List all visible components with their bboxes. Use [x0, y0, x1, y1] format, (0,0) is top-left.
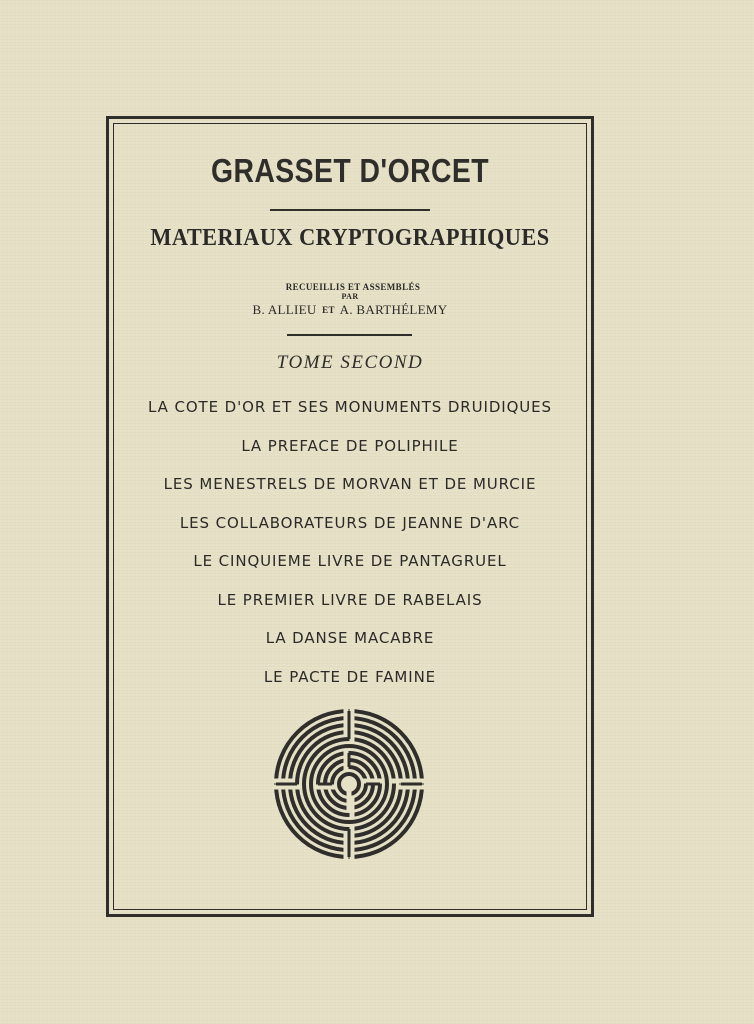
contents-item: LA COTE D'OR ET SES MONUMENTS DRUIDIQUES [148, 398, 552, 416]
par-line: PAR [341, 292, 359, 301]
collected-line: RECUEILLIS ET ASSEMBLÉS [285, 282, 421, 292]
contents-item: LE PACTE DE FAMINE [263, 667, 437, 686]
title-divider-bottom [287, 334, 412, 336]
volume-label: TOME SECOND [276, 352, 424, 373]
title-divider-top [270, 209, 430, 211]
contents-item: LA DANSE MACABRE [265, 629, 435, 647]
book-title: MATERIAUX CRYPTOGRAPHIQUES [150, 225, 550, 251]
author-name: GRASSET D'ORCET [210, 152, 490, 189]
contents-item: LA PREFACE DE POLIPHILE [241, 436, 459, 455]
editor-2: A. BARTHÉLEMY [339, 302, 448, 317]
contents-item: LE PREMIER LIVRE DE RABELAIS [217, 590, 483, 609]
contents-list [106, 394, 594, 702]
contents-item: LE CINQUIEME LIVRE DE PANTAGRUEL [193, 552, 507, 570]
et-conjunction: ET [322, 305, 335, 315]
contents-item: LES COLLABORATEURS DE JEANNE D'ARC [179, 513, 521, 532]
editors-line [106, 302, 594, 318]
labyrinth-icon [273, 708, 425, 860]
editor-1: B. ALLIEU [252, 302, 317, 317]
contents-item: LES MENESTRELS DE MORVAN ET DE MURCIE [163, 475, 537, 493]
